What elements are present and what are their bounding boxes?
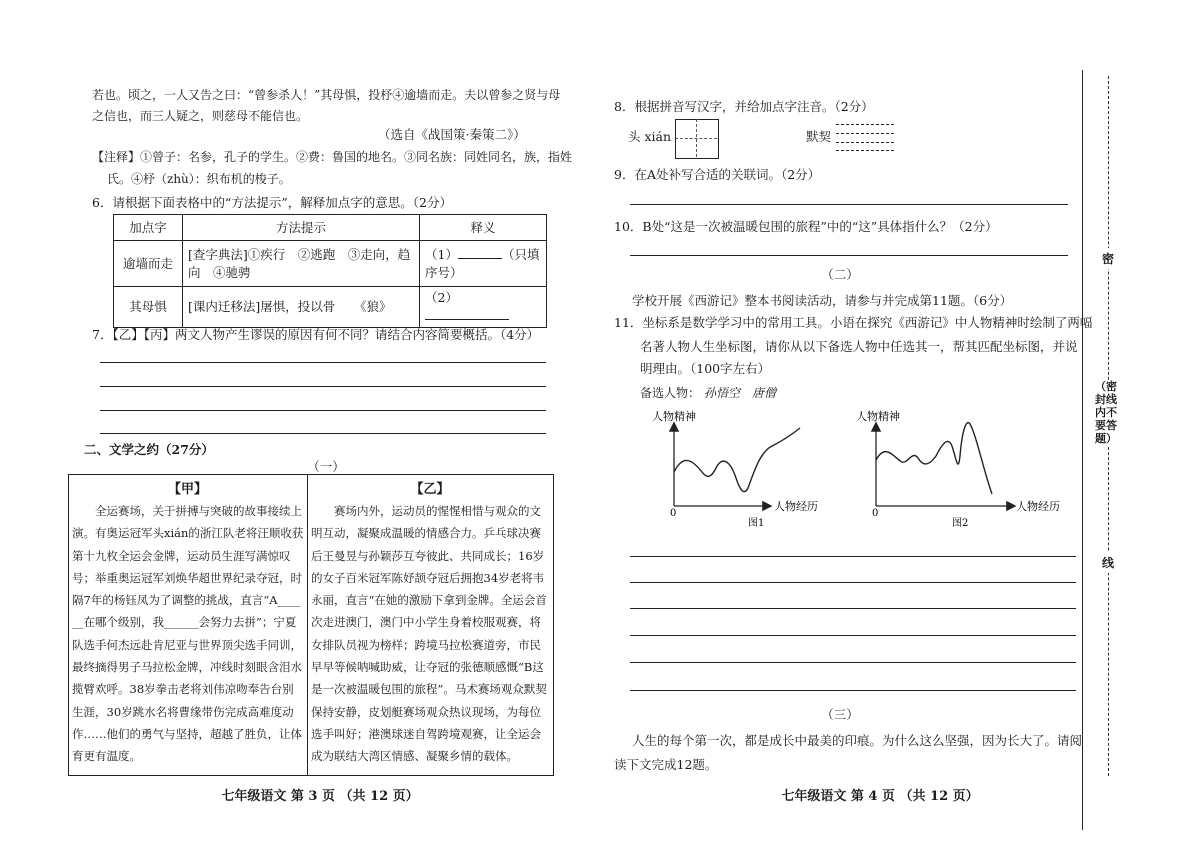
section-2-heading: 二、文学之约（27分） (84, 442, 214, 457)
question-8: 8．根据拼音写汉字，并给加点字注音。（2分） (614, 99, 874, 114)
table-header-hint: 方法提示 (183, 215, 420, 241)
fig1-caption: 图1 (748, 518, 765, 529)
answer-line[interactable] (100, 362, 546, 363)
question-11-line-3: 明理由。（100字左右） (640, 361, 771, 376)
table-row1-word: 逾墙而走 (114, 241, 183, 287)
answer-line[interactable] (630, 556, 1076, 557)
candidates-handwritten: 孙悟空 唐僧 (704, 386, 777, 400)
grid-guide (675, 138, 717, 139)
question-11-line-1: 11．坐标系是数学学习中的常用工具。小语在探究《西游记》中人物精神时绘制了两幅 (614, 315, 1093, 330)
answer-line[interactable] (100, 433, 546, 434)
table-row1-answer (420, 241, 547, 287)
answer-line[interactable] (100, 410, 546, 411)
passage-source: （选自《战国策·秦策二》） (378, 127, 526, 142)
jia-passage: 全运赛场，关于拼搏与突破的故事接续上演。有奥运冠军头xián的浙江队老将汪顺收获第十九枚全运会金牌，运动员生涯写满惊叹号；举重奥运冠军刘焕华超世界纪录夺冠，时隔7年的杨钰凤为了调整的挑战，直言“A______在哪个级别，我______会努力去拼”；宁夏队选手何杰远赴肯尼亚与世界顶尖选手同训，最终摘得男子马拉松金牌，冲线时刻眼含泪水揽臂欢呼。38岁拳击老将刘伟凉吻奉告台别生涯，30岁跳水名将曹缘带伤完成高难度动作……他们的勇气与坚持，超越了胜负，让体育更有温度。 (72, 504, 304, 764)
pinyin-line[interactable] (836, 142, 894, 143)
notes-line-1: 【注释】①曾子：名参，孔子的学生。②费：鲁国的地名。③同名族：同姓同名，族，指姓 (92, 150, 573, 164)
character-grid-box[interactable] (675, 119, 719, 159)
yi-title: 【乙】 (410, 482, 450, 497)
row2-answer-blank[interactable] (425, 307, 509, 320)
part-2-intro: 学校开展《西游记》整本书阅读活动，请参与并完成第11题。（6分） (632, 293, 1013, 308)
part-3-intro-line-1: 人生的每个第一次，都是成长中最美的印痕。为什么这么坚强，因为长大了。请阅 (632, 733, 1083, 748)
candidates-label: 备选人物： (640, 386, 701, 400)
passage-divider (307, 474, 308, 776)
row1-answer-suffix: （只填序号） (425, 246, 540, 280)
jia-title: 【甲】 (167, 482, 207, 497)
q8-item-2: 默契 (806, 129, 832, 144)
answer-line[interactable] (630, 255, 1068, 256)
row2-answer-prefix: （2） (425, 290, 458, 305)
answer-line[interactable] (630, 582, 1076, 583)
pinyin-line[interactable] (836, 133, 894, 134)
answer-line[interactable] (630, 662, 1076, 663)
fig2-y-label: 人物精神 (856, 410, 900, 423)
fig1-origin: 0 (670, 508, 677, 519)
fig1-curve (674, 428, 800, 492)
seal-char-top: 密 (1102, 248, 1114, 269)
fig1-y-label: 人物精神 (652, 410, 696, 423)
answer-line[interactable] (630, 608, 1076, 609)
part-3-heading: （三） (821, 707, 859, 722)
q8-item-1: 头 xián (628, 129, 672, 144)
passage-line-1: 若也。顷之，一人又告之曰：“曾参杀人！”其母惧，投杼④逾墙而走。夫以曾参之贤与母 (92, 88, 561, 102)
table-header-word: 加点字 (114, 215, 183, 241)
row1-answer-blank[interactable] (458, 246, 502, 259)
table-row1-hint: [查字典法]①疾行 ②逃跑 ③走向，趋向 ④驰骋 (183, 241, 420, 287)
table-row2-answer (420, 287, 547, 328)
binding-margin-line (1082, 70, 1083, 830)
fig1-x-label: 人物经历 (774, 500, 818, 513)
left-page-footer: 七年级语文 第 3 页 （共 12 页） (221, 789, 419, 804)
method-table (113, 214, 547, 328)
answer-line[interactable] (100, 386, 546, 387)
fig2-caption: 图2 (952, 518, 969, 529)
notes-line-2: 氏。④杼（zhù）：织布机的梭子。 (107, 172, 291, 186)
figure-1-graph (650, 402, 840, 532)
table-row2-hint: [课内迁移法]屠惧，投以骨 《狼》 (183, 287, 420, 328)
part-2-heading: （二） (821, 267, 859, 282)
yi-passage: 赛场内外，运动员的惺惺相惜与观众的文明互动，凝聚成温暖的情感合力。乒乓球决赛后王曼昱与孙颖莎互夸彼此、共同成长；16岁的女子百米冠军陈妤颉夺冠后拥抱34岁老将韦永丽，直言“在她的激励下拿到金牌。全运会首次走进澳门，澳门中小学生身着校服观赛，将女排队员视为榜样；跨境马拉松赛道旁，市民早早等候呐喊助威，让夺冠的张德顺感慨“B这是一次被温暖包围的旅程”。马术赛场观众默契保持安静，皮划艇赛场观众热议现场，为每位选手叫好；港澳球迷自驾跨境观赛，让全运会成为联结大湾区情感、凝聚乡情的载体。 (311, 504, 547, 764)
figure-2-graph (854, 402, 1060, 532)
question-11-line-2: 名著人物人生坐标图，请你从以下备选人物中任选其一，帮其匹配坐标图，并说 (640, 339, 1078, 354)
right-page-footer: 七年级语文 第 4 页 （共 12 页） (781, 789, 979, 804)
part-3-intro-line-2: 读下文完成12题。 (614, 757, 718, 772)
table-row2-word: 其母惧 (114, 287, 183, 328)
fig2-curve (876, 423, 992, 494)
question-9: 9．在A处补写合适的关联词。（2分） (614, 167, 821, 182)
passage-line-2: 之信也，而三人疑之，则慈母不能信也。 (92, 109, 309, 123)
fig2-origin: 0 (872, 508, 879, 519)
table-header-meaning: 释义 (420, 215, 547, 241)
seal-char-bottom: 线 (1102, 552, 1114, 573)
question-7: 7．【乙】【丙】两文人物产生谬误的原因有何不同？请结合内容简要概括。（4分） (92, 327, 540, 342)
pinyin-line[interactable] (836, 150, 894, 151)
answer-line[interactable] (630, 690, 1076, 691)
question-6: 6．请根据下面表格中的“方法提示”，解释加点字的意思。（2分） (92, 195, 452, 210)
row1-answer-prefix: （1） (425, 246, 458, 262)
answer-line[interactable] (630, 204, 1068, 205)
answer-line[interactable] (630, 635, 1076, 636)
fig2-x-label: 人物经历 (1016, 500, 1060, 513)
pinyin-line[interactable] (836, 124, 894, 125)
part-1-heading: （一） (307, 459, 345, 474)
question-10: 10．B处“这是一次被温暖包围的旅程”中的“这”具体指什么？（2分） (614, 219, 998, 234)
seal-notice: （密封线内不要答题） (1095, 380, 1117, 445)
